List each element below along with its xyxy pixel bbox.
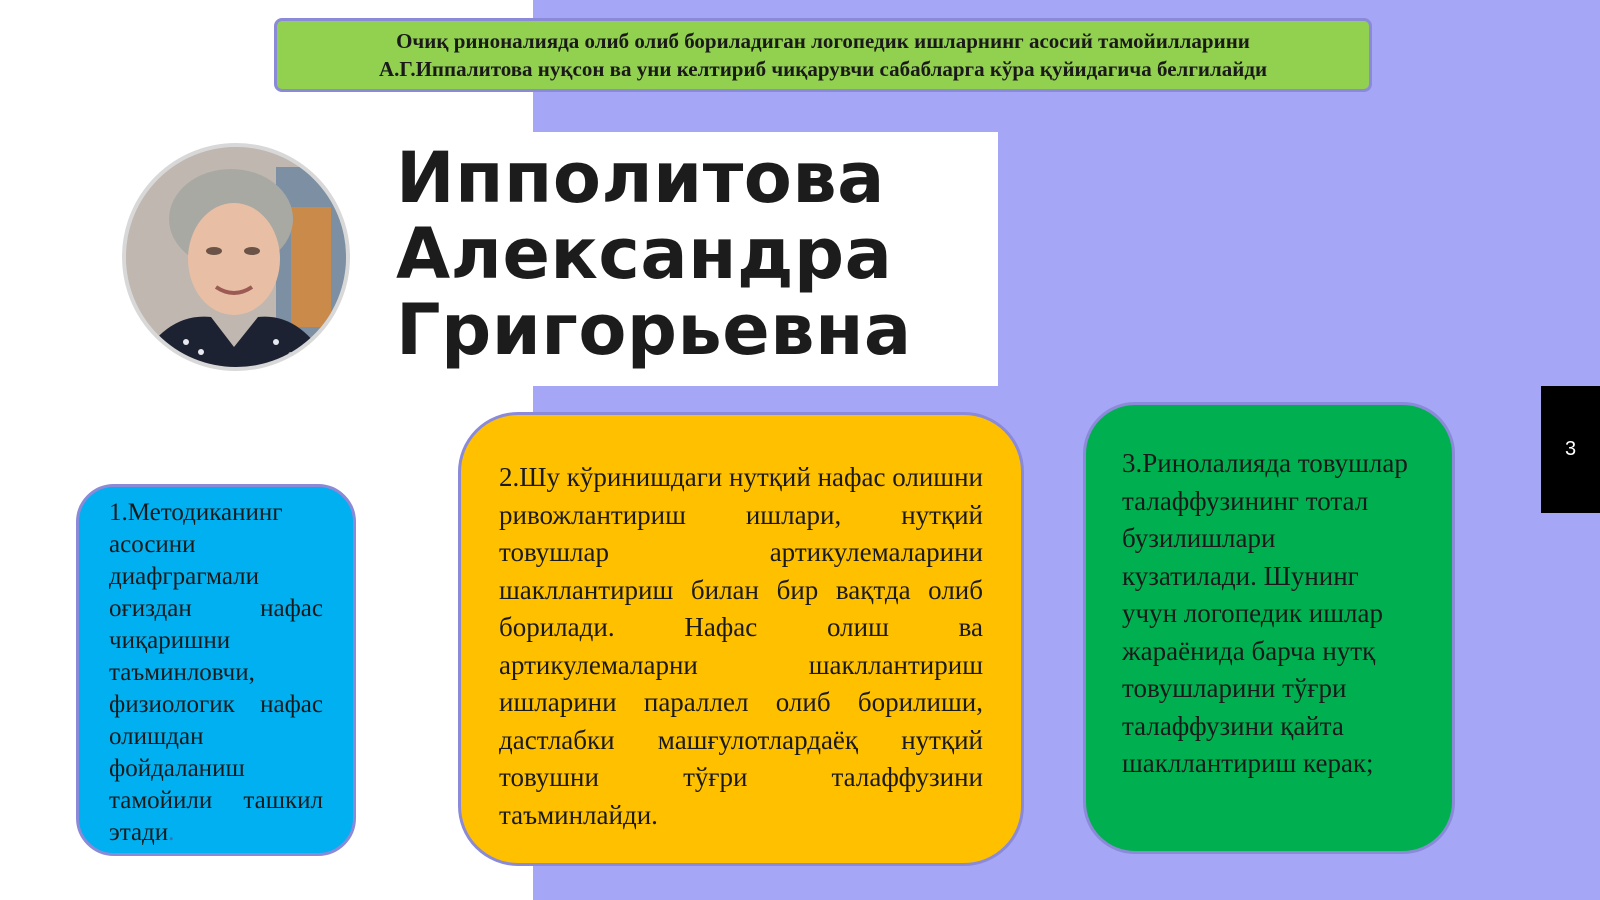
principle-box-2 (458, 412, 1024, 866)
principle-text-1 (109, 497, 323, 849)
principle-text-1-end: . (168, 819, 175, 846)
principle-text-3: 3.Ринолалияда товушлар талаффузининг тотал бузилишлари кузатилади. Шунинг учун логопедик ишлар жараёнида барча нутқ товушларини тўғри талаффузини қайта шакллантириш керак; (1122, 448, 1408, 778)
slide-number-text: 3 (1564, 438, 1577, 460)
name-surname: Ипполитова (396, 137, 885, 219)
name-patronymic: Григорьевна (396, 289, 912, 371)
name-first: Александра (396, 213, 893, 295)
principle-text-2: 2.Шу кўринишдаги нутқий нафас олишни ривожлантириш ишлари, нутқий товушлар артикулемаларини шакллантириш билан бир вақтда олиб борилади. Нафас олиш ва артикулемаларни шакллантириш ишларини параллел олиб борилиши, дастлабки машғулотлардаёқ нутқий товушни тўғри талаффузини таъминлайди. (499, 462, 983, 830)
header-line-2: А.Г.Иппалитова нуқсон ва уни келтириб чиқарувчи сабабларга кўра қуйидагича белгилайди (378, 57, 1268, 81)
header-line-1: Очиқ риноналияда олиб олиб бориладиган логопедик ишларнинг асосий тамойилларини (396, 29, 1250, 53)
person-name (396, 137, 912, 371)
principle-box-1 (76, 484, 356, 856)
principle-text-1-main: 1.Методиканинг асосини диафграгмали оғиздан нафас чиқаришни таъминловчи, физиологик нафас олишдан фойдаланиш тамойили ташкил этади (109, 499, 323, 846)
portrait-photo (122, 143, 350, 371)
slide-header (274, 18, 1372, 92)
principle-box-3 (1083, 402, 1455, 854)
slide-number (1541, 386, 1600, 513)
